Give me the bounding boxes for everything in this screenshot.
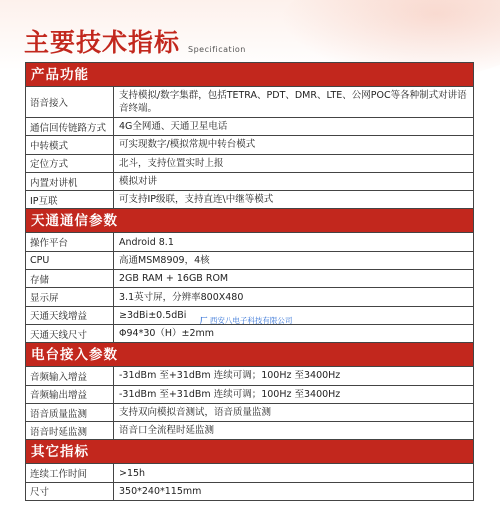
row-value: 模拟对讲 (119, 176, 158, 188)
row-value: -31dBm 至+31dBm 连续可调；100Hz 至3400Hz (119, 388, 341, 400)
row-value: -31dBm 至+31dBm 连续可调；100Hz 至3400Hz (119, 370, 341, 382)
table-row (26, 386, 473, 404)
row-label: 连续工作时间 (26, 464, 114, 481)
table-row (26, 191, 473, 209)
row-label: 中转模式 (26, 136, 114, 153)
row-value: 高通MSM8909，4核 (119, 254, 210, 266)
table-row (26, 136, 473, 154)
table-row (26, 404, 473, 422)
table-row (26, 288, 473, 306)
section-title-tiantong-params: 天通通信参数 (26, 209, 473, 233)
row-value: >15h (119, 467, 146, 479)
row-value: 2GB RAM + 16GB ROM (119, 273, 229, 285)
row-label: 通信回传链路方式 (26, 118, 114, 135)
row-value: 支持双向模拟音测试，语音质量监测 (119, 407, 272, 418)
row-label: 音频输入增益 (26, 367, 114, 384)
section-title-radio-params: 电台接入参数 (26, 343, 473, 367)
table-row (26, 325, 473, 343)
spec-table (25, 62, 474, 501)
table-row (26, 464, 473, 482)
row-label: 尺寸 (26, 483, 114, 500)
row-label: 定位方式 (26, 155, 114, 172)
row-value: Φ94*30（H）±2mm (119, 328, 215, 340)
row-label: 语音质量监测 (26, 404, 114, 421)
row-value: 可支持IP级联，支持直连\中继等模式 (119, 194, 274, 206)
row-value: 北斗，支持位置实时上报 (119, 157, 224, 169)
row-value: Android 8.1 (119, 236, 174, 248)
watermark (200, 315, 292, 326)
table-row (26, 155, 473, 173)
row-label: 内置对讲机 (26, 173, 114, 190)
row-value: 3.1英寸屏，分辨率800X480 (119, 291, 244, 303)
row-value: 350*240*115mm (119, 485, 202, 497)
row-label: 操作平台 (26, 233, 114, 250)
watermark-text: 西安八电子科技有限公司 (209, 316, 293, 325)
table-row (26, 483, 473, 501)
table-row (26, 367, 473, 385)
page-title: 主要技术指标 (24, 28, 181, 57)
row-label: 语音时延监测 (26, 422, 114, 439)
table-row (26, 422, 473, 440)
row-value: ≥3dBi±0.5dBi (119, 309, 187, 321)
row-label: CPU (26, 252, 114, 269)
row-label: 音频输出增益 (26, 386, 114, 403)
row-value: 可实现数字/模拟常规中转台模式 (119, 139, 256, 151)
page-subtitle: Specification (188, 45, 246, 54)
row-label: 语音接入 (26, 87, 114, 117)
section-title-other-specs: 其它指标 (26, 440, 473, 464)
row-value: 4G全网通、天通卫星电话 (119, 121, 228, 133)
row-label: 天通天线尺寸 (26, 325, 114, 342)
table-row (26, 173, 473, 191)
row-value: 支持模拟/数字集群，包括TETRA、PDT、DMR、LTE、公网POC等各种制式对讲语音终端。 (119, 90, 467, 114)
row-label: 显示屏 (26, 288, 114, 305)
row-value: 语音口全流程时延监测 (119, 425, 215, 437)
table-row (26, 252, 473, 270)
row-label: IP互联 (26, 191, 114, 208)
table-row (26, 87, 473, 118)
watermark-seal: 厂 (200, 316, 208, 325)
table-row (26, 270, 473, 288)
section-title-product-features: 产品功能 (26, 63, 473, 87)
header (24, 20, 246, 60)
table-row (26, 233, 473, 251)
row-label: 天通天线增益 (26, 307, 114, 324)
row-label: 存储 (26, 270, 114, 287)
table-row (26, 118, 473, 136)
